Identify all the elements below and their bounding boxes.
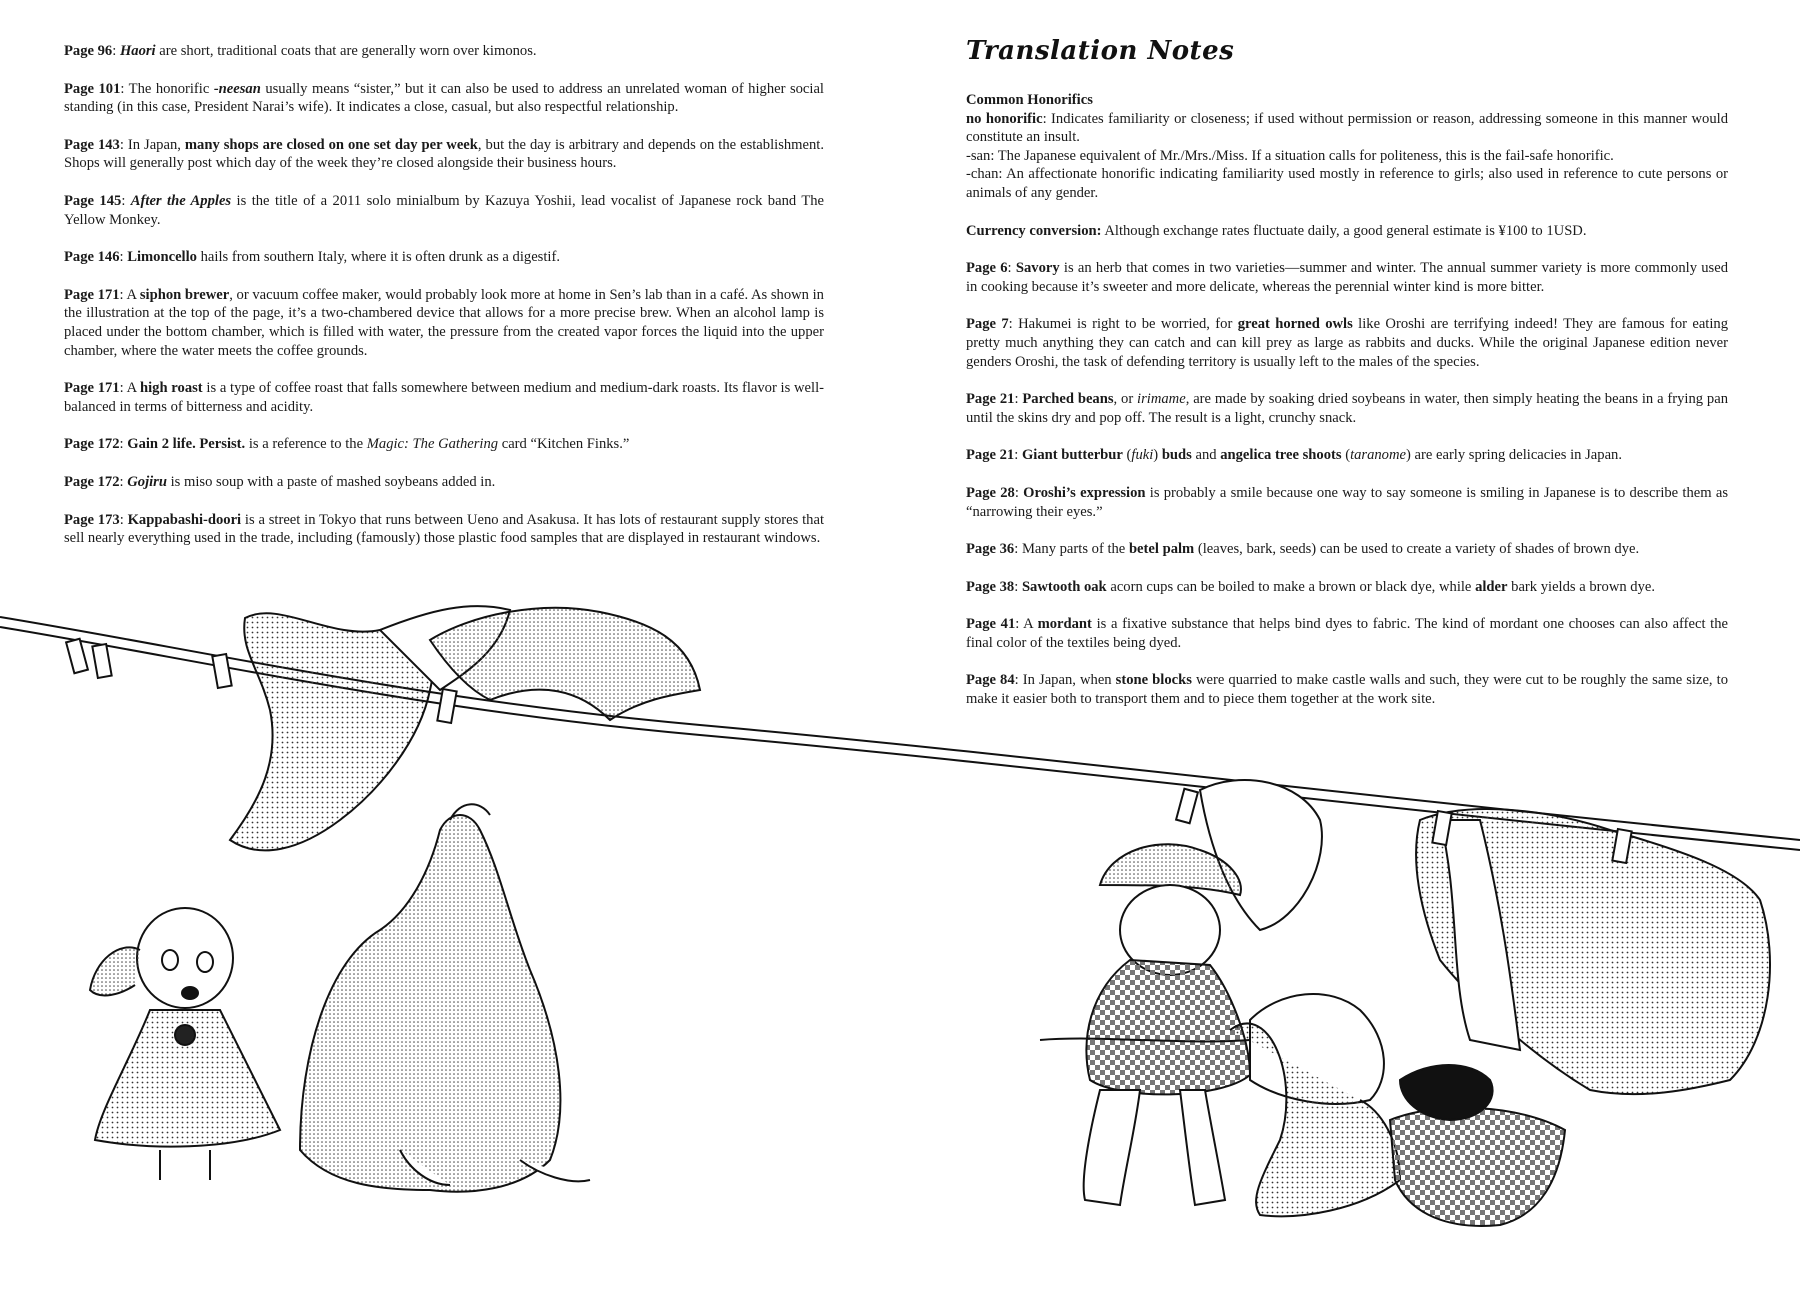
right-note: Page 84: In Japan, when stone blocks were quarried to make castle walls and such, they were cut to be roughly the same size, to make it easier both to transport them and to piece them together at the work site. xyxy=(966,672,1729,708)
note-page-ref: Page 146 xyxy=(64,249,120,266)
left-note: Page 96: Haori are short, traditional coats that are generally worn over kimonos. xyxy=(64,43,537,59)
left-note: Page 173: Kappabashi-doori is a street in Tokyo that runs between Ueno and Asakusa. It has lots of restaurant supply stores that sell nearly everything used in the trade, including (famously) those plastic food samples that are displayed in restaurant windows. xyxy=(64,511,825,547)
note-text-segment: , but the day is arbitrary and depends on the establishment. Shops will generally post which day of the week they’re closed alongside their business hours. xyxy=(64,136,824,172)
left-notes-column xyxy=(64,42,824,567)
note-page-ref: Page 101 xyxy=(64,80,121,97)
note-text-segment: is the title of a 2011 solo minialbum by Kazuya Yoshii, lead vocalist of Japanese rock band The Yellow Monkey. xyxy=(64,192,825,228)
note-text-segment: irimame xyxy=(1137,391,1186,408)
note-page-ref: Page 171 xyxy=(64,380,120,397)
note-text-segment: Sawtooth oak xyxy=(1021,578,1107,595)
note-text-segment: and xyxy=(1191,447,1221,464)
note-text-segment: Kappabashi-doori xyxy=(127,511,242,528)
note-text-segment: Gojiru xyxy=(127,473,167,490)
note-text-segment: bark yields a brown dye. xyxy=(1507,578,1656,595)
right-note: Page 7: Hakumei is right to be worried, for great horned owls like Oroshi are terrifying indeed! They are famous for eating pretty much anything they can catch and can kill prey as large as rabbits and ducks. While the original Japanese edition never genders Oroshi, the task of defending territory is usually left to the males of the species. xyxy=(966,316,1729,370)
note-text-segment: A xyxy=(1023,616,1038,633)
note-page-ref: Page 172 xyxy=(64,436,120,453)
note-text-segment: , or xyxy=(1113,391,1138,408)
right-note: Page 21: Giant butterbur (fuki) buds and angelica tree shoots (taranome) are early spring delicacies in Japan. xyxy=(966,447,1622,464)
note-page-ref: Page 21 xyxy=(966,447,1015,464)
note-text-segment: alder xyxy=(1475,578,1508,595)
note-text-segment: angelica tree shoots xyxy=(1220,447,1342,464)
right-note: Page 6: Savory is an herb that comes in two varieties—summer and winter. The annual summer variety is more commonly used in cooking because it’s sweeter and more delicate, whereas the perennial winter kind is more bitter. xyxy=(966,260,1729,295)
note-text-segment: siphon brewer xyxy=(139,286,230,303)
note-page-ref: Page 38 xyxy=(966,578,1015,595)
note-text-segment: is a street in Tokyo that runs between Ueno and Asakusa. It has lots of restaurant supply stores that sell nearly everything used in the trade, including (famously) those plastic food samples that are displayed in restaurant windows. xyxy=(64,511,825,547)
note-text-segment: In Japan, xyxy=(127,136,185,153)
note-text-segment: is probably a smile because one way to say someone is smiling in Japanese is to describe them as “narrowing their eyes.” xyxy=(966,484,1728,520)
note-text-segment: like Oroshi are terrifying indeed! They are famous for eating pretty much anything they can catch and can kill prey as large as rabbits and ducks. While the original Japanese edition never genders Oroshi, the task of defending territory is usually left to the males of the species. xyxy=(966,316,1729,370)
honorific-item xyxy=(966,165,1728,202)
note-text-segment: , are made by soaking dried soybeans in water, then simply heating the beans in a frying pan until the skins dry and pop off. The result is a light, crunchy snack. xyxy=(966,391,1728,426)
right-note: Page 41: A mordant is a fixative substance that helps bind dyes to fabric. The kind of mordant one chooses can also affect the final color of the textiles being dyed. xyxy=(966,616,1729,651)
note-page-ref: Page 6 xyxy=(966,260,1008,277)
note-text-segment: great horned owls xyxy=(1237,316,1353,333)
note-text-segment: are short, traditional coats that are generally worn over kimonos. xyxy=(155,43,537,59)
honorific-definition: : Indicates familiarity or closeness; if used without permission or reason, addressing someone in this manner would constitute an insult. xyxy=(966,110,1728,146)
note-text-segment: Oroshi’s expression xyxy=(1023,484,1146,501)
left-note: Page 171: A siphon brewer, or vacuum coffee maker, would probably look more at home in Sen’s lab than in a café. As shown in the illustration at the top of the page, it’s a two-chambered device that allows for a more precise brew. When an alcohol lamp is placed under the bottom chamber, which is filled with water, the pressure from the created vapor forces the liquid into the upper chamber, where the water meets the coffee grounds. xyxy=(64,286,824,359)
note-text-segment: card “Kitchen Finks.” xyxy=(498,436,630,453)
note-text-segment: usually means “sister,” but it can also be used to address an unrelated woman of higher social standing (in this case, President Narai’s wife). It indicates a close, casual, but also respectful relationship. xyxy=(64,80,824,116)
note-text-segment: Giant butterbur xyxy=(1021,447,1123,464)
note-page-ref: Page 96 xyxy=(64,43,113,59)
left-note: Page 143: In Japan, many shops are closed on one set day per week, but the day is arbitrary and depends on the establishment. Shops will generally post which day of the week they’re closed alongside their business hours. xyxy=(64,136,824,172)
note-text-segment: is an herb that comes in two varieties—summer and winter. The annual summer variety is more commonly used in cooking because it’s sweeter and more delicate, whereas the perennial winter kind is more bitter. xyxy=(966,260,1729,295)
note-text-segment: mordant xyxy=(1037,616,1092,633)
note-page-ref: Page 145 xyxy=(64,192,122,209)
currency-label: Currency conversion: xyxy=(966,222,1102,239)
note-text-segment: hails from southern Italy, where it is often drunk as a digestif. xyxy=(196,249,560,266)
note-page-ref: Page 21 xyxy=(966,391,1015,408)
honorific-term: -chan xyxy=(966,166,999,183)
left-note: Page 145: After the Apples is the title of a 2011 solo minialbum by Kazuya Yoshii, lead vocalist of Japanese rock band The Yellow Monkey. xyxy=(64,192,825,228)
note-text-segment: Hakumei is right to be worried, for xyxy=(1018,316,1238,333)
note-text-segment: taranome xyxy=(1350,447,1407,464)
note-text-segment: In Japan, when xyxy=(1022,672,1116,689)
note-text-segment: ) xyxy=(1153,447,1162,464)
note-text-segment: Savory xyxy=(1015,260,1060,277)
note-text-segment: The honorific xyxy=(128,80,214,97)
right-notes-list xyxy=(966,259,1728,709)
note-text-segment: fuki xyxy=(1131,447,1154,464)
honorifics-heading: Common Honorifics xyxy=(966,92,1093,108)
note-text-segment: , or vacuum coffee maker, would probably look more at home in Sen’s lab than in a café. As shown in the illustration at the top of the page, it’s a two-chambered device that allows for a more precise brew. When an alcohol lamp is placed under the bottom chamber, which is filled with water, the pressure from the created vapor forces the liquid into the upper chamber, where the water meets the coffee grounds. xyxy=(64,286,824,359)
note-text-segment: ( xyxy=(1341,447,1351,464)
left-note: Page 101: The honorific -neesan usually means “sister,” but it can also be used to address an unrelated woman of higher social standing (in this case, President Narai’s wife). It indicates a close, casual, but also respectful relationship. xyxy=(64,80,824,116)
honorifics-list xyxy=(966,110,1728,203)
note-page-ref: Page 28 xyxy=(966,484,1015,501)
note-page-ref: Page 36 xyxy=(966,541,1015,558)
note-text-segment: were quarried to make castle walls and such, they were cut to be roughly the same size, to make it easier both to transport them and to piece them together at the work site. xyxy=(966,672,1729,708)
note-page-ref: Page 84 xyxy=(966,672,1015,689)
note-text-segment: After the Apples xyxy=(130,192,232,209)
right-page xyxy=(900,0,1800,1291)
note-page-ref: Page 171 xyxy=(64,286,120,303)
note-text-segment: is a fixative substance that helps bind dyes to fabric. The kind of mordant one chooses can also affect the final color of the textiles being dyed. xyxy=(966,616,1729,651)
honorific-definition: : The Japanese equivalent of Mr./Mrs./Miss. If a situation calls for politeness, this is the fail-safe honorific. xyxy=(990,147,1614,164)
honorific-item xyxy=(966,147,1728,166)
honorific-definition: : An affectionate honorific indicating familiarity used mostly in reference to girls; also used in reference to cute persons or animals of any gender. xyxy=(966,166,1728,201)
right-notes-column xyxy=(966,91,1728,728)
note-text-segment: -neesan xyxy=(213,80,261,97)
right-note: Page 21: Parched beans, or irimame, are made by soaking dried soybeans in water, then simply heating the beans in a frying pan until the skins dry and pop off. The result is a light, crunchy snack. xyxy=(966,391,1728,426)
left-note: Page 171: A high roast is a type of coffee roast that falls somewhere between medium and medium-dark roasts. Its flavor is well-balanced in terms of bitterness and acidity. xyxy=(64,380,824,415)
left-note: Page 172: Gojiru is miso soup with a paste of mashed soybeans added in. xyxy=(64,473,496,490)
note-text-segment: high roast xyxy=(140,380,203,397)
note-text-segment: betel palm xyxy=(1128,541,1195,558)
currency-text: Although exchange rates fluctuate daily, a good general estimate is ¥100 to 1USD. xyxy=(1101,222,1587,239)
note-text-segment: is a reference to the xyxy=(245,436,367,453)
note-page-ref: Page 143 xyxy=(64,136,120,153)
note-text-segment: Haori xyxy=(119,43,156,59)
note-text-segment: Parched beans xyxy=(1022,391,1114,408)
honorifics-section xyxy=(966,91,1728,203)
note-text-segment: ( xyxy=(1122,447,1132,464)
note-page-ref: Page 7 xyxy=(966,316,1009,333)
left-note: Page 172: Gain 2 life. Persist. is a reference to the Magic: The Gathering card “Kitchen Finks.” xyxy=(64,436,630,453)
honorific-term: -san xyxy=(966,147,991,164)
note-page-ref: Page 41 xyxy=(966,616,1016,633)
note-text-segment: many shops are closed on one set day per week xyxy=(184,136,478,153)
note-text-segment: acorn cups can be boiled to make a brown or black dye, while xyxy=(1106,578,1476,595)
note-text-segment: Limoncello xyxy=(127,249,197,266)
honorific-term: no honorific xyxy=(966,110,1043,127)
left-note: Page 146: Limoncello hails from southern Italy, where it is often drunk as a digestif. xyxy=(64,249,560,266)
note-text-segment: Many parts of the xyxy=(1021,541,1129,558)
note-page-ref: Page 173 xyxy=(64,511,120,528)
right-note: Page 36: Many parts of the betel palm (leaves, bark, seeds) can be used to create a variety of shades of brown dye. xyxy=(966,541,1640,558)
note-text-segment: buds xyxy=(1161,447,1192,464)
right-note: Page 28: Oroshi’s expression is probably a smile because one way to say someone is smiling in Japanese is to describe them as “narrowing their eyes.” xyxy=(966,484,1728,520)
currency-note xyxy=(966,222,1728,241)
note-text-segment: (leaves, bark, seeds) can be used to create a variety of shades of brown dye. xyxy=(1194,541,1640,558)
note-text-segment: Magic: The Gathering xyxy=(366,436,499,453)
note-page-ref: Page 172 xyxy=(64,473,120,490)
honorific-item xyxy=(966,110,1728,147)
note-text-segment: Gain 2 life. Persist. xyxy=(127,436,246,453)
note-text-segment: A xyxy=(126,286,140,303)
note-text-segment: A xyxy=(126,380,141,397)
page-title: Translation Notes xyxy=(966,36,1235,66)
note-text-segment: stone blocks xyxy=(1115,672,1192,689)
right-note: Page 38: Sawtooth oak acorn cups can be boiled to make a brown or black dye, while alder bark yields a brown dye. xyxy=(966,578,1656,595)
note-text-segment: ) are early spring delicacies in Japan. xyxy=(1406,447,1622,464)
note-text-segment: is a type of coffee roast that falls somewhere between medium and medium-dark roasts. Its flavor is well-balanced in terms of bitterness and acidity. xyxy=(64,380,824,415)
note-text-segment: is miso soup with a paste of mashed soybeans added in. xyxy=(166,473,496,490)
